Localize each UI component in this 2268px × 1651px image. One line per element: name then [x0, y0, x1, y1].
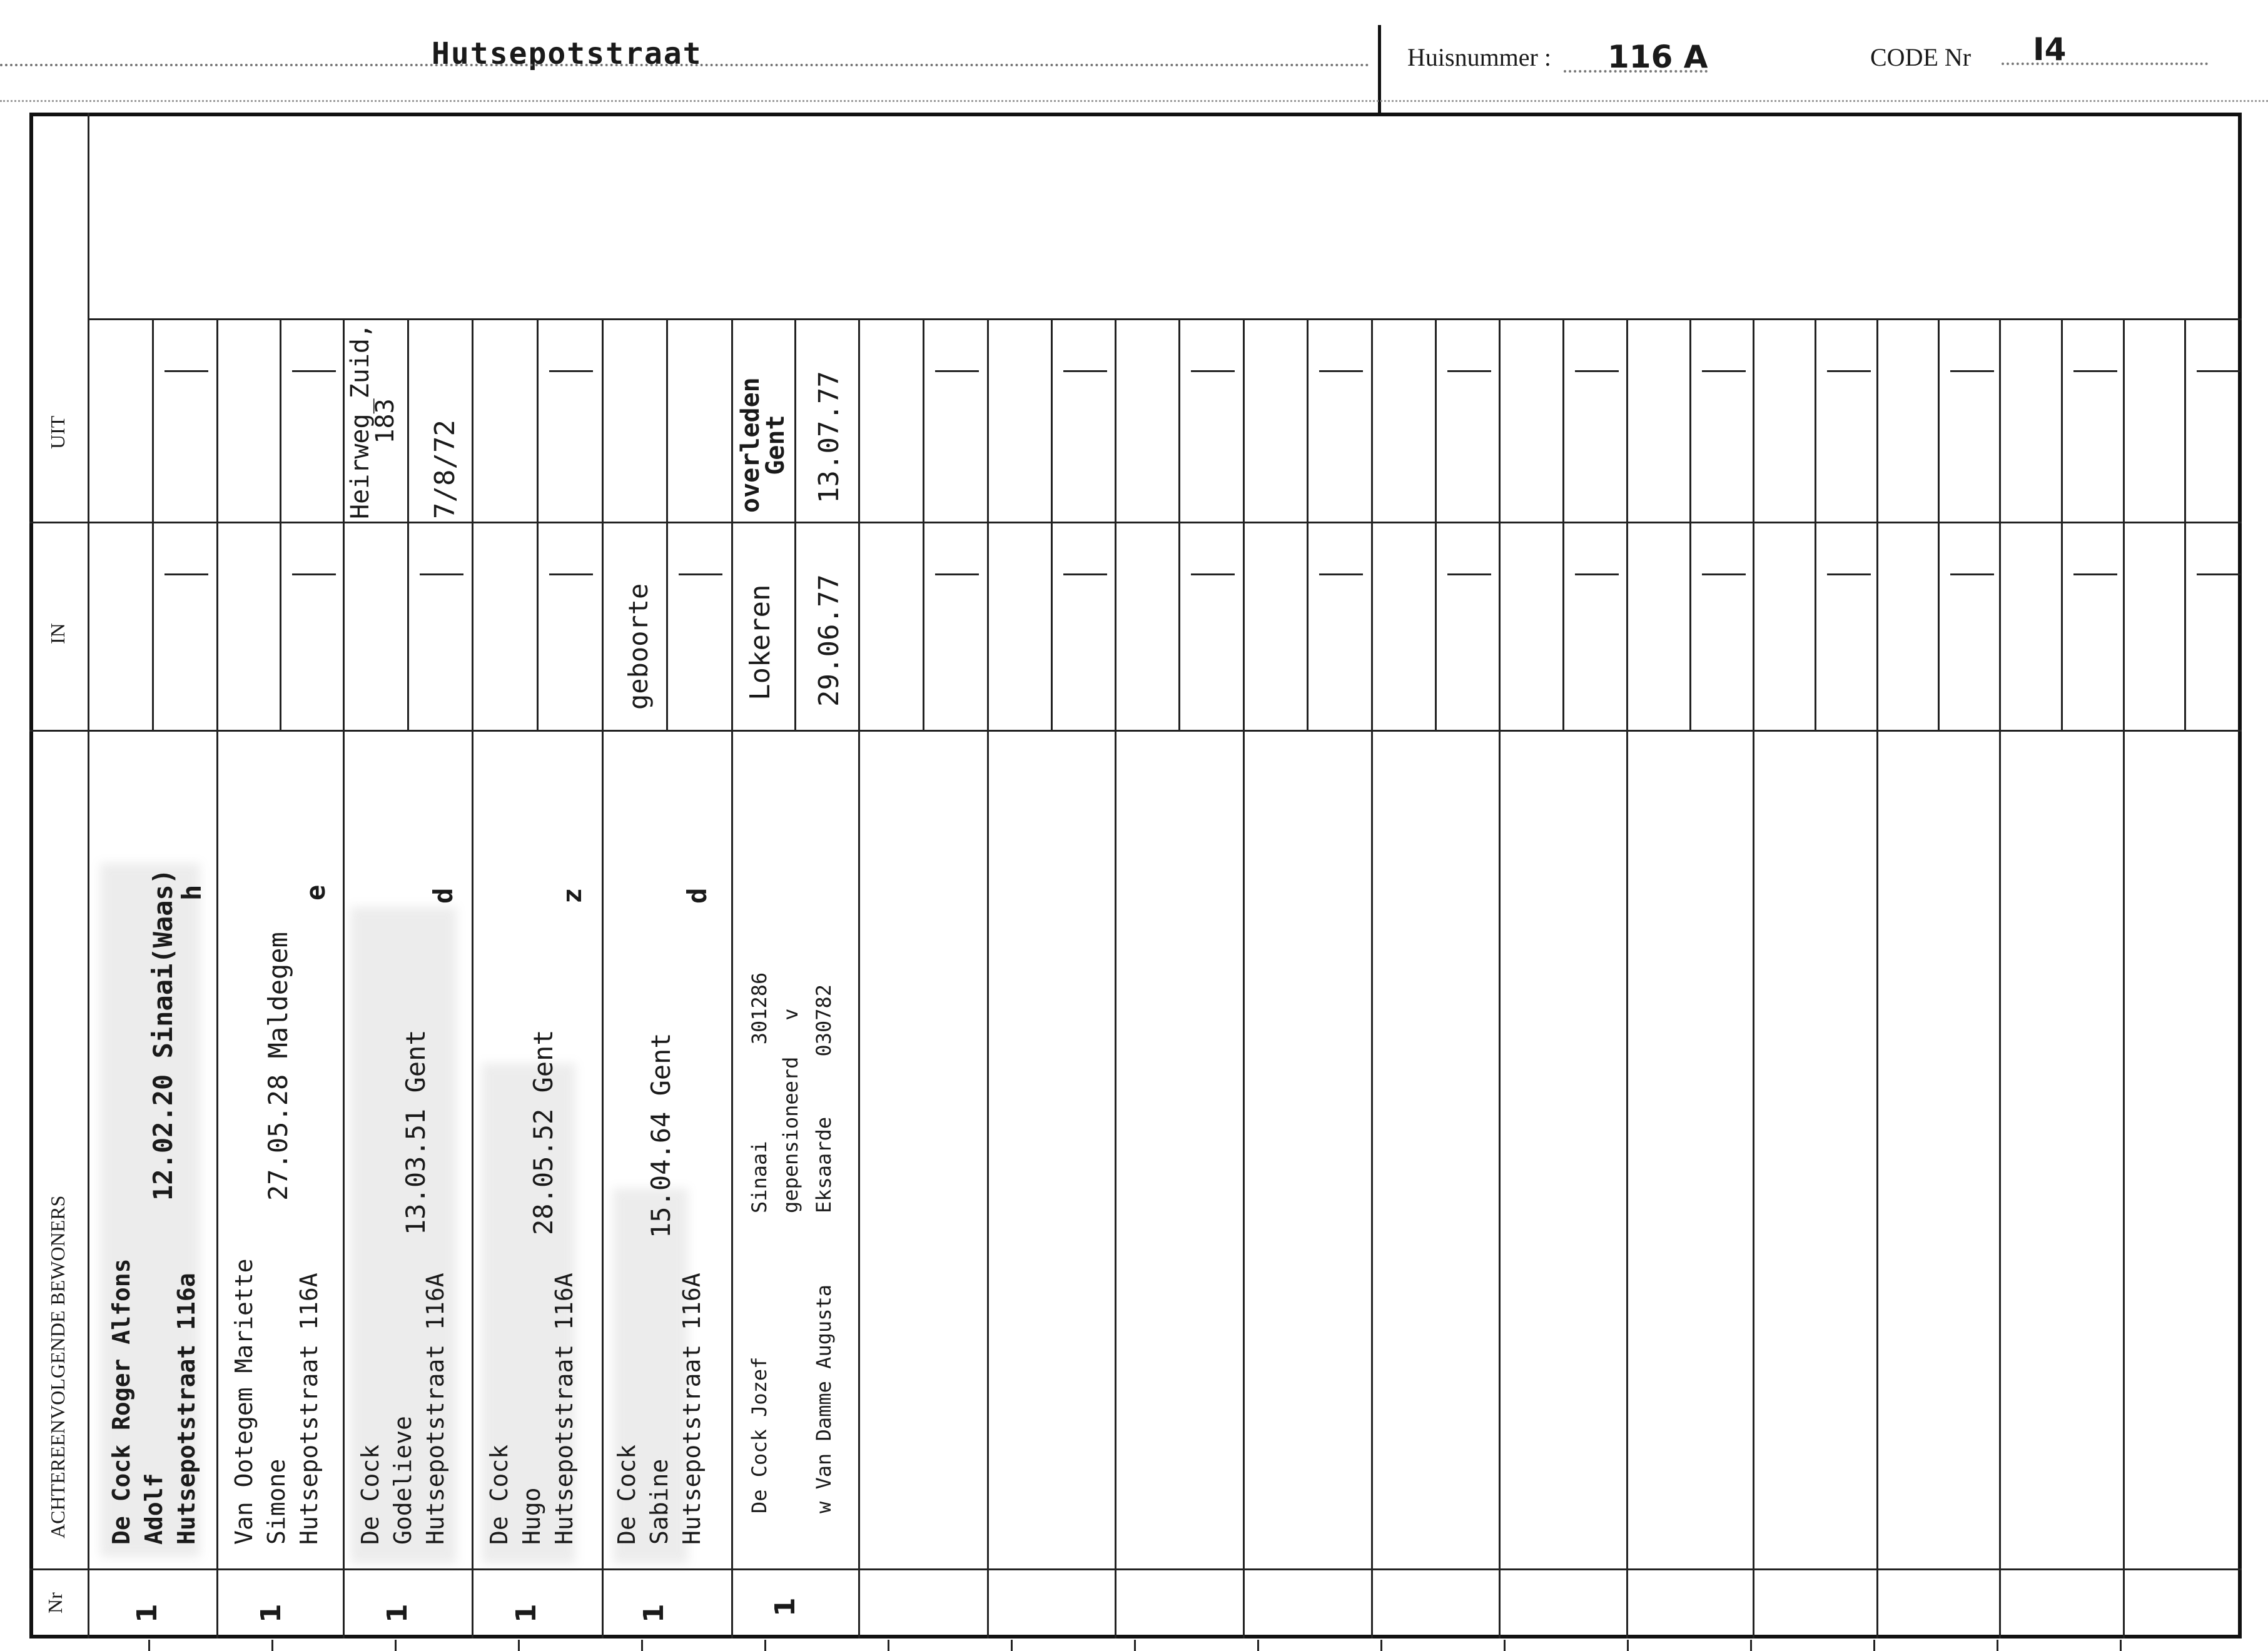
entry-name: De Cock	[357, 1444, 384, 1545]
code-value: I4	[2033, 31, 2067, 68]
entry-address: Hutsepotstraat 116A	[295, 1273, 323, 1545]
entry-in-place: Lokeren	[744, 584, 776, 700]
code-dotted-line	[2002, 63, 2208, 65]
label-column-divider	[88, 113, 89, 1638]
entry-name: De Cock Roger Alfons	[108, 1258, 135, 1545]
entry-name: De Cock	[485, 1444, 513, 1545]
entry-given-name: Adolf	[140, 1473, 168, 1545]
entry-name: De Cock	[613, 1444, 640, 1545]
nr-row-label: Nr	[44, 1592, 66, 1613]
entry-spouse: w Van Damme Augusta	[812, 1284, 836, 1513]
uit-in-divider	[29, 522, 2242, 523]
entry-nr: 1	[510, 1603, 542, 1623]
header-divider	[1378, 25, 1381, 113]
entry-occupation: gepensioneerd v	[779, 1008, 802, 1213]
header-bottom-dotted	[0, 100, 2268, 102]
entry-uit-date: 13.07.77	[813, 371, 845, 503]
entry-birth: Sinaai 301286	[747, 972, 771, 1213]
entry-uit-place: overleden Gent	[736, 377, 790, 513]
entry-given-name: Simone	[263, 1458, 290, 1545]
entry-birth: 15.04.64 Gent	[645, 1033, 676, 1238]
entry-name: De Cock Jozef	[747, 1356, 771, 1513]
huisnummer-label: Huisnummer :	[1407, 43, 1551, 71]
entry-in-date: 29.06.77	[813, 574, 845, 707]
entry-nr: 1	[769, 1597, 801, 1617]
uit-top-line	[88, 318, 2242, 320]
street-name: Hutsepotstraat	[432, 36, 702, 71]
entry-mark: d	[428, 887, 458, 904]
entry-address: Hutsepotstraat 116a	[173, 1273, 200, 1545]
uit-row-label: UIT	[46, 415, 69, 449]
entry-nr: 1	[638, 1603, 670, 1623]
entry-birth: 12.02.20 Sinaai(Waas)	[148, 868, 178, 1201]
entry-address: Hutsepotstraat 116A	[550, 1273, 578, 1545]
entry-nr: 1	[255, 1603, 287, 1623]
entry-mark: d	[682, 887, 712, 904]
huisnummer-value: 116 A	[1607, 39, 1708, 75]
entry-uit-place: Heirweg_Zuid, 183	[346, 323, 400, 519]
huisnummer-dotted-line	[1564, 70, 1708, 73]
in-bewoners-divider	[29, 730, 2242, 732]
entry-address: Hutsepotstraat 116A	[678, 1273, 706, 1545]
entry-given-name: Hugo	[518, 1487, 545, 1545]
entry-birth: 27.05.28 Maldegem	[263, 932, 293, 1201]
entry-nr: 1	[382, 1603, 413, 1623]
entry-name: Van Ootegem Mariette	[230, 1258, 258, 1545]
entry-nr: 1	[131, 1603, 163, 1623]
entry-birth: 13.03.51 Gent	[400, 1029, 431, 1235]
entry-given-name: Sabine	[645, 1458, 673, 1545]
entry-spouse-birth: Eksaarde 030782	[812, 984, 836, 1213]
entry-given-name: Godelieve	[389, 1416, 417, 1545]
entry-birth: 28.05.52 Gent	[528, 1029, 559, 1235]
entry-mark: z	[557, 887, 587, 904]
entry-mark: e	[300, 884, 331, 901]
entry-mark: h	[176, 884, 207, 901]
entry-uit-date: 7/8/72	[429, 420, 461, 519]
code-label: CODE Nr	[1870, 43, 1972, 71]
in-row-label: IN	[46, 623, 69, 644]
entry-address: Hutsepotstraat 116A	[422, 1273, 449, 1545]
bewoners-nr-divider	[29, 1568, 2242, 1570]
bewoners-row-label: ACHTEREENVOLGENDE BEWONERS	[46, 1195, 69, 1538]
street-dotted-line	[0, 64, 1370, 66]
entry-in-place: geboorte	[623, 583, 654, 710]
